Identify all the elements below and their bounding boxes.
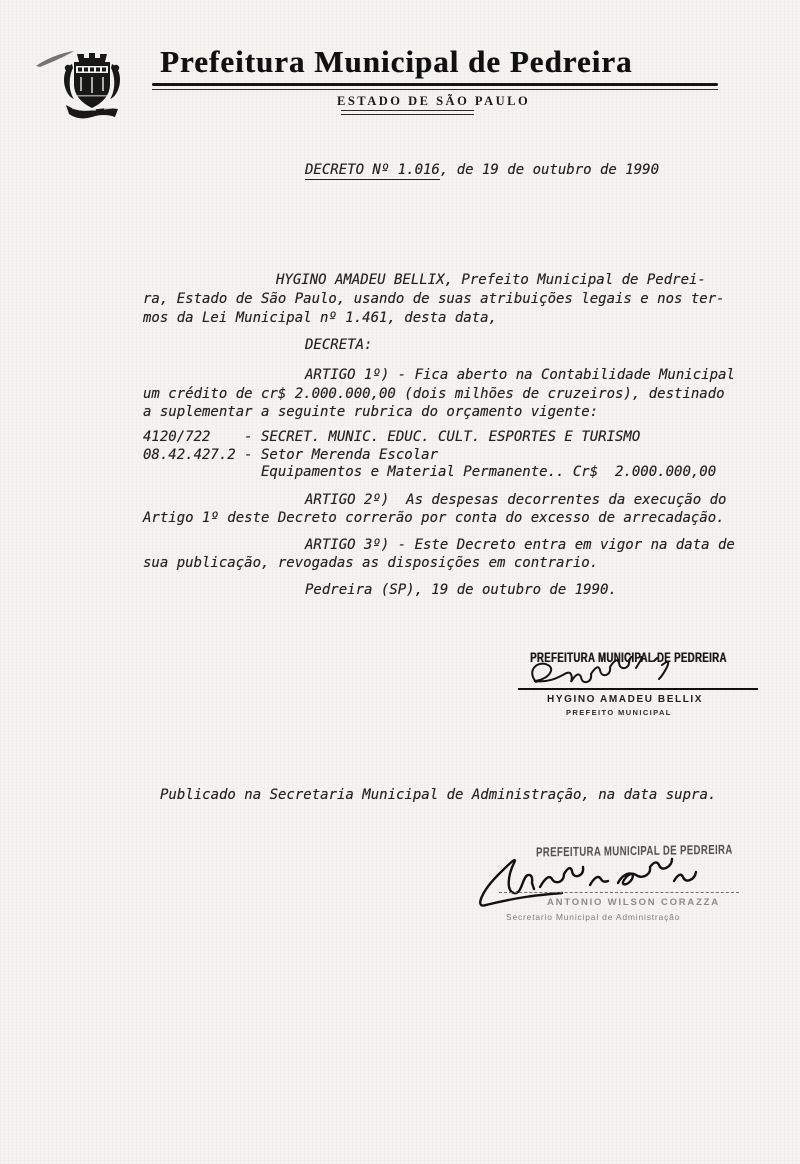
typed-line-art3-1: ARTIGO 3º) - Este Decreto entra em vigor na data de (305, 537, 735, 553)
budget-line-3: Equipamentos e Material Permanente.. Cr$ 2.000.000,00 (143, 464, 717, 480)
header-rule-thick (152, 83, 718, 86)
signer-name-secondary: ANTONIO WILSON CORAZZA (547, 897, 720, 908)
signer-role-secondary: Secretario Municipal de Administração (506, 912, 681, 922)
typed-line-art3-2: sua publicação, revogadas as disposições em contrario. (143, 555, 599, 571)
signature-line-primary (518, 688, 758, 690)
municipal-coat-of-arms-icon (60, 46, 124, 120)
page-title: Prefeitura Municipal de Pedreira (160, 44, 633, 79)
typed-line-decreta: DECRETA: (305, 337, 373, 353)
typed-line-art2-1: ARTIGO 2º) As despesas decorrentes da execução do (305, 492, 727, 508)
signature-line-secondary (499, 892, 739, 893)
budget-line-2: 08.42.427.2 - Setor Merenda Escolar (143, 447, 439, 463)
stamp-text-secondary: PREFEITURA MUNICIPAL DE PEDREIRA (536, 843, 733, 861)
stamp-text-primary: PREFEITURA MUNICIPAL DE PEDREIRA (530, 651, 727, 666)
publication-note: Publicado na Secretaria Municipal de Administração, na data supra. (160, 787, 717, 803)
page-subtitle: ESTADO DE SÃO PAULO (337, 94, 531, 108)
decree-date: , de 19 de outubro de 1990 (439, 162, 660, 178)
decree-heading (305, 161, 659, 179)
typed-line-art1-3: a suplementar a seguinte rubrica do orçamento vigente: (143, 404, 599, 420)
budget-line-1: 4120/722 - SECRET. MUNIC. EDUC. CULT. ESPORTES E TURISMO (143, 429, 641, 445)
decree-number: DECRETO Nº 1.016 (305, 162, 440, 178)
signer-name-primary: HYGINO AMADEU BELLIX (547, 694, 704, 705)
typed-line-preamble-1: HYGINO AMADEU BELLIX, Prefeito Municipal de Pedrei- (276, 272, 706, 288)
typed-line-art1-1: ARTIGO 1º) - Fica aberto na Contabilidade Municipal (305, 367, 735, 383)
typed-line-art2-2: Artigo 1º deste Decreto correrão por conta do excesso de arrecadação. (143, 510, 725, 526)
subtitle-underline (341, 110, 474, 115)
header-rule-thin (152, 89, 718, 90)
typed-line-dateline: Pedreira (SP), 19 de outubro de 1990. (305, 582, 617, 598)
signer-role-primary: PREFEITO MUNICIPAL (566, 708, 672, 717)
typed-line-preamble-3: mos da Lei Municipal nº 1.461, desta data, (143, 310, 498, 326)
typed-line-preamble-2: ra, Estado de São Paulo, usando de suas atribuições legais e nos ter- (143, 291, 725, 307)
typed-line-art1-2: um crédito de cr$ 2.000.000,00 (dois milhões de cruzeiros), destinado (143, 386, 725, 402)
